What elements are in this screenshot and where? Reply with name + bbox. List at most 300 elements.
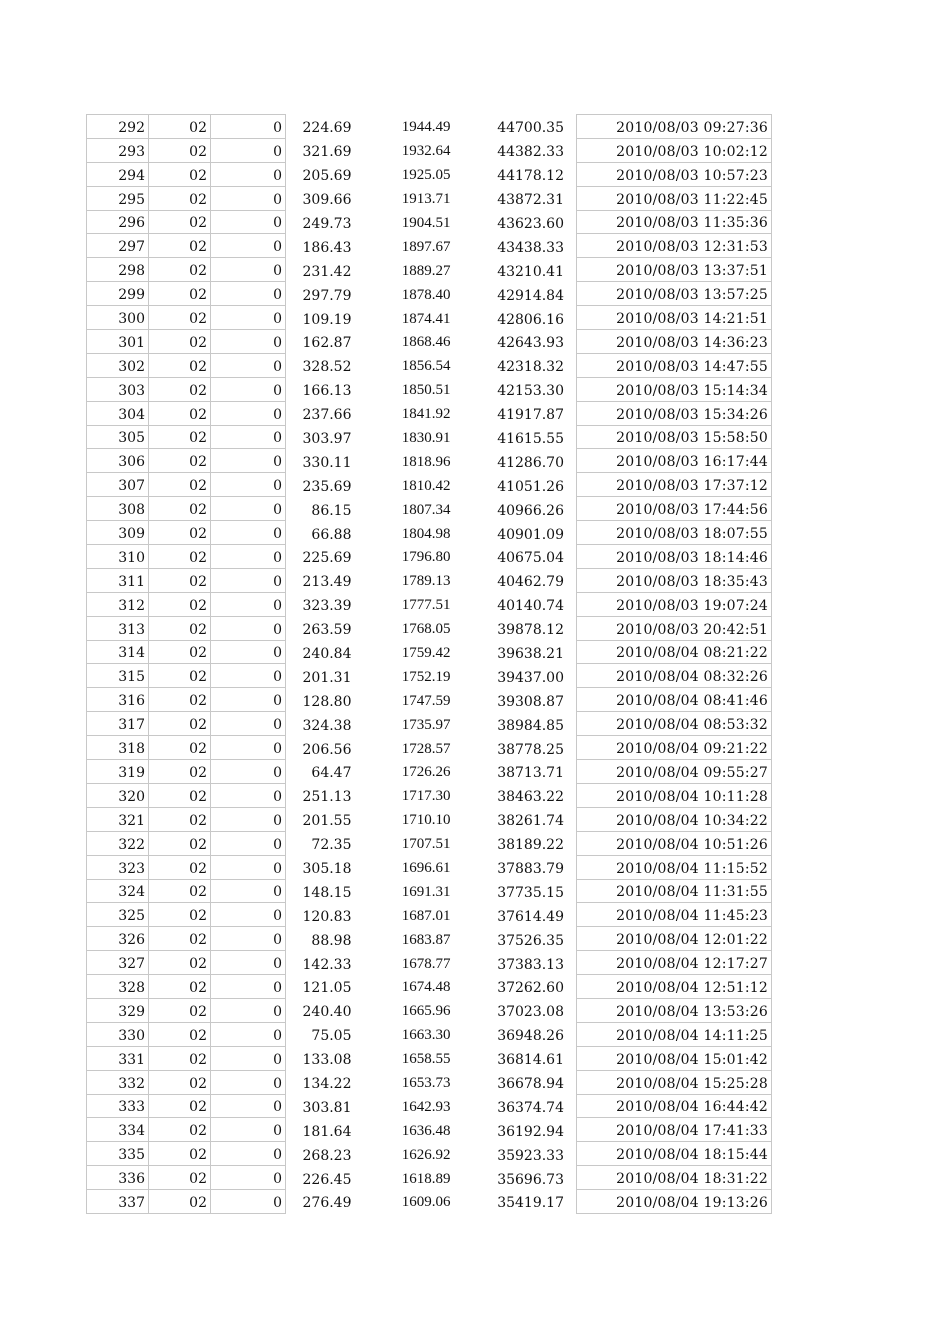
timestamp-cell: 2010/08/04 09:21:22 — [577, 736, 772, 760]
code-cell: 02 — [149, 831, 211, 855]
flag-cell: 0 — [211, 521, 286, 545]
table-row — [87, 616, 772, 640]
flag-cell: 0 — [211, 210, 286, 234]
id-cell: 329 — [87, 998, 149, 1022]
id-cell: 328 — [87, 975, 149, 999]
code-cell: 02 — [149, 592, 211, 616]
level-cell: 1932.64 — [401, 143, 451, 160]
code-cell: 02 — [149, 1190, 211, 1214]
balance-cell: 38261.74 — [451, 807, 577, 831]
level-cell: 1674.48 — [401, 979, 451, 996]
code-cell: 02 — [149, 401, 211, 425]
code-cell: 02 — [149, 449, 211, 473]
amount-cell: 75.05 — [311, 1028, 352, 1045]
balance-cell: 38778.25 — [451, 736, 577, 760]
code-cell: 02 — [149, 951, 211, 975]
code-cell: 02 — [149, 783, 211, 807]
amount-cell: 305.18 — [302, 861, 352, 877]
flag-cell: 0 — [211, 736, 286, 760]
balance-cell: 41051.26 — [451, 473, 577, 497]
flag-cell: 0 — [211, 449, 286, 473]
amount-cell: 72.35 — [311, 837, 352, 854]
level-cell: 1868.46 — [401, 334, 451, 351]
level-cell: 1691.31 — [401, 883, 451, 900]
id-cell: 332 — [87, 1070, 149, 1094]
id-cell: 314 — [87, 640, 149, 664]
balance-cell: 39437.00 — [451, 664, 577, 688]
code-cell: 02 — [149, 473, 211, 497]
table-row — [87, 353, 772, 377]
flag-cell: 0 — [211, 234, 286, 258]
amount-cell: 226.45 — [302, 1171, 352, 1188]
flag-cell: 0 — [211, 425, 286, 449]
flag-cell: 0 — [211, 1022, 286, 1046]
flag-cell: 0 — [211, 831, 286, 855]
code-cell: 02 — [149, 1046, 211, 1070]
table-row — [87, 545, 772, 569]
amount-cell: 251.13 — [302, 789, 352, 806]
amount-cell: 297.79 — [302, 287, 352, 304]
id-cell: 294 — [87, 162, 149, 186]
table-row — [87, 1190, 772, 1214]
balance-cell: 40462.79 — [451, 568, 577, 592]
timestamp-cell: 2010/08/04 12:17:27 — [577, 951, 772, 975]
id-cell: 293 — [87, 138, 149, 162]
level-cell: 1789.13 — [401, 573, 451, 590]
flag-cell: 0 — [211, 353, 286, 377]
code-cell: 02 — [149, 1118, 211, 1142]
balance-cell: 42806.16 — [451, 306, 577, 330]
timestamp-cell: 2010/08/04 08:41:46 — [577, 688, 772, 712]
id-cell: 316 — [87, 688, 149, 712]
code-cell: 02 — [149, 330, 211, 354]
balance-cell: 36678.94 — [451, 1070, 577, 1094]
id-cell: 325 — [87, 903, 149, 927]
flag-cell: 0 — [211, 592, 286, 616]
table-row — [87, 234, 772, 258]
level-cell: 1856.54 — [401, 358, 451, 375]
flag-cell: 0 — [211, 760, 286, 784]
code-cell: 02 — [149, 306, 211, 330]
amount-cell: 330.11 — [302, 454, 352, 471]
flag-cell: 0 — [211, 616, 286, 640]
level-cell: 1726.26 — [401, 764, 451, 781]
balance-cell: 40966.26 — [451, 497, 577, 521]
level-cell: 1878.40 — [401, 286, 451, 303]
table-row — [87, 115, 772, 139]
timestamp-cell: 2010/08/03 17:44:56 — [577, 497, 772, 521]
id-cell: 333 — [87, 1094, 149, 1118]
balance-cell: 42153.30 — [451, 377, 577, 401]
amount-cell: 201.55 — [302, 813, 352, 830]
timestamp-cell: 2010/08/04 12:01:22 — [577, 927, 772, 951]
timestamp-cell: 2010/08/03 20:42:51 — [577, 616, 772, 640]
amount-cell: 162.87 — [302, 335, 352, 352]
amount-cell: 225.69 — [302, 550, 352, 567]
table-row — [87, 162, 772, 186]
amount-cell: 181.64 — [302, 1123, 352, 1140]
level-cell: 1653.73 — [401, 1075, 451, 1092]
balance-cell: 39878.12 — [451, 616, 577, 640]
balance-cell: 39308.87 — [451, 688, 577, 712]
table-row — [87, 831, 772, 855]
timestamp-cell: 2010/08/03 14:47:55 — [577, 353, 772, 377]
timestamp-cell: 2010/08/04 13:53:26 — [577, 998, 772, 1022]
balance-cell: 43210.41 — [451, 258, 577, 282]
flag-cell: 0 — [211, 998, 286, 1022]
flag-cell: 0 — [211, 951, 286, 975]
code-cell: 02 — [149, 138, 211, 162]
table-row — [87, 1022, 772, 1046]
timestamp-cell: 2010/08/03 15:58:50 — [577, 425, 772, 449]
balance-cell: 37262.60 — [451, 975, 577, 999]
balance-cell: 36948.26 — [451, 1022, 577, 1046]
id-cell: 303 — [87, 377, 149, 401]
amount-cell: 201.31 — [302, 669, 352, 686]
amount-cell: 128.80 — [302, 693, 352, 710]
amount-cell: 109.19 — [302, 311, 352, 328]
timestamp-cell: 2010/08/03 11:22:45 — [577, 186, 772, 210]
timestamp-cell: 2010/08/04 15:01:42 — [577, 1046, 772, 1070]
level-cell: 1687.01 — [401, 907, 451, 924]
level-cell: 1665.96 — [401, 1003, 451, 1020]
table-row — [87, 807, 772, 831]
flag-cell: 0 — [211, 975, 286, 999]
level-cell: 1841.92 — [401, 406, 451, 423]
amount-cell: 303.97 — [302, 430, 352, 447]
timestamp-cell: 2010/08/04 11:45:23 — [577, 903, 772, 927]
amount-cell: 263.59 — [302, 622, 352, 639]
flag-cell: 0 — [211, 330, 286, 354]
balance-cell: 43623.60 — [451, 210, 577, 234]
timestamp-cell: 2010/08/03 13:57:25 — [577, 282, 772, 306]
table-row — [87, 186, 772, 210]
amount-cell: 235.69 — [302, 478, 352, 495]
id-cell: 307 — [87, 473, 149, 497]
balance-cell: 35696.73 — [451, 1166, 577, 1190]
amount-cell: 120.83 — [302, 908, 352, 925]
amount-cell: 88.98 — [311, 932, 352, 949]
table-row — [87, 1118, 772, 1142]
id-cell: 296 — [87, 210, 149, 234]
flag-cell: 0 — [211, 927, 286, 951]
amount-cell: 148.15 — [302, 884, 352, 901]
code-cell: 02 — [149, 1022, 211, 1046]
level-cell: 1913.71 — [401, 191, 451, 208]
level-cell: 1818.96 — [401, 453, 451, 470]
code-cell: 02 — [149, 425, 211, 449]
flag-cell: 0 — [211, 783, 286, 807]
level-cell: 1807.34 — [401, 501, 451, 518]
table-row — [87, 1070, 772, 1094]
amount-cell: 237.66 — [302, 407, 352, 424]
table-row — [87, 473, 772, 497]
id-cell: 309 — [87, 521, 149, 545]
table-row — [87, 736, 772, 760]
level-cell: 1609.06 — [401, 1194, 451, 1211]
balance-cell: 37383.13 — [451, 951, 577, 975]
code-cell: 02 — [149, 234, 211, 258]
flag-cell: 0 — [211, 138, 286, 162]
timestamp-cell: 2010/08/03 18:14:46 — [577, 545, 772, 569]
level-cell: 1663.30 — [401, 1027, 451, 1044]
id-cell: 330 — [87, 1022, 149, 1046]
id-cell: 336 — [87, 1166, 149, 1190]
table-row — [87, 330, 772, 354]
balance-cell: 37023.08 — [451, 998, 577, 1022]
table-row — [87, 306, 772, 330]
timestamp-cell: 2010/08/04 11:31:55 — [577, 879, 772, 903]
level-cell: 1658.55 — [401, 1051, 451, 1068]
table-row — [87, 951, 772, 975]
timestamp-cell: 2010/08/04 17:41:33 — [577, 1118, 772, 1142]
timestamp-cell: 2010/08/03 15:14:34 — [577, 377, 772, 401]
id-cell: 326 — [87, 927, 149, 951]
flag-cell: 0 — [211, 1118, 286, 1142]
id-cell: 334 — [87, 1118, 149, 1142]
level-cell: 1618.89 — [401, 1170, 451, 1187]
level-cell: 1735.97 — [401, 716, 451, 733]
code-cell: 02 — [149, 115, 211, 139]
code-cell: 02 — [149, 903, 211, 927]
amount-cell: 268.23 — [302, 1147, 352, 1164]
timestamp-cell: 2010/08/03 11:35:36 — [577, 210, 772, 234]
flag-cell: 0 — [211, 377, 286, 401]
timestamp-cell: 2010/08/04 08:21:22 — [577, 640, 772, 664]
amount-cell: 205.69 — [302, 168, 352, 185]
table-row — [87, 282, 772, 306]
flag-cell: 0 — [211, 1142, 286, 1166]
amount-cell: 121.05 — [302, 980, 352, 997]
timestamp-cell: 2010/08/04 08:32:26 — [577, 664, 772, 688]
balance-cell: 41917.87 — [451, 401, 577, 425]
id-cell: 308 — [87, 497, 149, 521]
amount-cell: 324.38 — [302, 717, 352, 734]
table-row — [87, 1094, 772, 1118]
flag-cell: 0 — [211, 258, 286, 282]
amount-cell: 276.49 — [302, 1195, 352, 1212]
table-row — [87, 1166, 772, 1190]
flag-cell: 0 — [211, 1094, 286, 1118]
id-cell: 300 — [87, 306, 149, 330]
balance-cell: 35923.33 — [451, 1142, 577, 1166]
timestamp-cell: 2010/08/04 10:11:28 — [577, 783, 772, 807]
level-cell: 1759.42 — [401, 644, 451, 661]
flag-cell: 0 — [211, 568, 286, 592]
level-cell: 1944.49 — [401, 119, 451, 136]
table-row — [87, 401, 772, 425]
balance-cell: 43872.31 — [451, 186, 577, 210]
amount-cell: 240.84 — [302, 645, 352, 662]
timestamp-cell: 2010/08/04 09:55:27 — [577, 760, 772, 784]
amount-cell: 321.69 — [302, 144, 352, 161]
timestamp-cell: 2010/08/03 17:37:12 — [577, 473, 772, 497]
flag-cell: 0 — [211, 401, 286, 425]
timestamp-cell: 2010/08/03 14:21:51 — [577, 306, 772, 330]
level-cell: 1707.51 — [401, 836, 451, 853]
code-cell: 02 — [149, 998, 211, 1022]
balance-cell: 44700.35 — [451, 115, 577, 139]
table-row — [87, 998, 772, 1022]
flag-cell: 0 — [211, 1070, 286, 1094]
level-cell: 1717.30 — [401, 788, 451, 805]
id-cell: 304 — [87, 401, 149, 425]
id-cell: 313 — [87, 616, 149, 640]
level-cell: 1874.41 — [401, 310, 451, 327]
code-cell: 02 — [149, 353, 211, 377]
balance-cell: 42318.32 — [451, 353, 577, 377]
amount-cell: 213.49 — [302, 574, 352, 591]
balance-cell: 37526.35 — [451, 927, 577, 951]
timestamp-cell: 2010/08/03 18:35:43 — [577, 568, 772, 592]
level-cell: 1904.51 — [401, 214, 451, 231]
code-cell: 02 — [149, 1166, 211, 1190]
timestamp-cell: 2010/08/04 08:53:32 — [577, 712, 772, 736]
id-cell: 327 — [87, 951, 149, 975]
id-cell: 318 — [87, 736, 149, 760]
amount-cell: 206.56 — [302, 741, 352, 758]
flag-cell: 0 — [211, 473, 286, 497]
table-row — [87, 855, 772, 879]
id-cell: 317 — [87, 712, 149, 736]
level-cell: 1636.48 — [401, 1122, 451, 1139]
level-cell: 1777.51 — [401, 597, 451, 614]
code-cell: 02 — [149, 640, 211, 664]
code-cell: 02 — [149, 521, 211, 545]
id-cell: 312 — [87, 592, 149, 616]
code-cell: 02 — [149, 688, 211, 712]
table-row — [87, 760, 772, 784]
id-cell: 305 — [87, 425, 149, 449]
table-row — [87, 903, 772, 927]
balance-cell: 35419.17 — [451, 1190, 577, 1214]
timestamp-cell: 2010/08/04 18:15:44 — [577, 1142, 772, 1166]
code-cell: 02 — [149, 1094, 211, 1118]
code-cell: 02 — [149, 664, 211, 688]
id-cell: 337 — [87, 1190, 149, 1214]
table-row — [87, 975, 772, 999]
id-cell: 302 — [87, 353, 149, 377]
flag-cell: 0 — [211, 306, 286, 330]
flag-cell: 0 — [211, 640, 286, 664]
timestamp-cell: 2010/08/04 12:51:12 — [577, 975, 772, 999]
table-row — [87, 497, 772, 521]
timestamp-cell: 2010/08/03 19:07:24 — [577, 592, 772, 616]
level-cell: 1683.87 — [401, 931, 451, 948]
flag-cell: 0 — [211, 282, 286, 306]
level-cell: 1796.80 — [401, 549, 451, 566]
id-cell: 292 — [87, 115, 149, 139]
table-body — [87, 115, 772, 1214]
balance-cell: 37614.49 — [451, 903, 577, 927]
id-cell: 331 — [87, 1046, 149, 1070]
timestamp-cell: 2010/08/03 13:37:51 — [577, 258, 772, 282]
amount-cell: 66.88 — [311, 526, 352, 543]
timestamp-cell: 2010/08/03 10:02:12 — [577, 138, 772, 162]
code-cell: 02 — [149, 807, 211, 831]
id-cell: 295 — [87, 186, 149, 210]
amount-cell: 249.73 — [302, 215, 352, 232]
table-row — [87, 783, 772, 807]
flag-cell: 0 — [211, 879, 286, 903]
amount-cell: 86.15 — [311, 502, 352, 519]
flag-cell: 0 — [211, 162, 286, 186]
balance-cell: 37735.15 — [451, 879, 577, 903]
level-cell: 1850.51 — [401, 382, 451, 399]
code-cell: 02 — [149, 975, 211, 999]
table-row — [87, 664, 772, 688]
id-cell: 319 — [87, 760, 149, 784]
id-cell: 323 — [87, 855, 149, 879]
id-cell: 311 — [87, 568, 149, 592]
table-row — [87, 1046, 772, 1070]
table-row — [87, 568, 772, 592]
code-cell: 02 — [149, 282, 211, 306]
flag-cell: 0 — [211, 1166, 286, 1190]
id-cell: 324 — [87, 879, 149, 903]
id-cell: 301 — [87, 330, 149, 354]
table-row — [87, 640, 772, 664]
amount-cell: 64.47 — [311, 765, 352, 782]
code-cell: 02 — [149, 162, 211, 186]
flag-cell: 0 — [211, 855, 286, 879]
id-cell: 310 — [87, 545, 149, 569]
timestamp-cell: 2010/08/04 19:13:26 — [577, 1190, 772, 1214]
balance-cell: 37883.79 — [451, 855, 577, 879]
timestamp-cell: 2010/08/03 12:31:53 — [577, 234, 772, 258]
balance-cell: 44178.12 — [451, 162, 577, 186]
flag-cell: 0 — [211, 688, 286, 712]
timestamp-cell: 2010/08/03 18:07:55 — [577, 521, 772, 545]
level-cell: 1925.05 — [401, 167, 451, 184]
code-cell: 02 — [149, 712, 211, 736]
level-cell: 1810.42 — [401, 477, 451, 494]
code-cell: 02 — [149, 258, 211, 282]
code-cell: 02 — [149, 545, 211, 569]
flag-cell: 0 — [211, 497, 286, 521]
level-cell: 1747.59 — [401, 692, 451, 709]
balance-cell: 42643.93 — [451, 330, 577, 354]
table-row — [87, 138, 772, 162]
amount-cell: 166.13 — [302, 383, 352, 400]
id-cell: 298 — [87, 258, 149, 282]
balance-cell: 36374.74 — [451, 1094, 577, 1118]
level-cell: 1889.27 — [401, 262, 451, 279]
table-row — [87, 377, 772, 401]
amount-cell: 309.66 — [302, 192, 352, 209]
flag-cell: 0 — [211, 115, 286, 139]
id-cell: 322 — [87, 831, 149, 855]
code-cell: 02 — [149, 760, 211, 784]
table-row — [87, 688, 772, 712]
balance-cell: 39638.21 — [451, 640, 577, 664]
balance-cell: 36814.61 — [451, 1046, 577, 1070]
level-cell: 1897.67 — [401, 238, 451, 255]
level-cell: 1696.61 — [401, 860, 451, 876]
id-cell: 335 — [87, 1142, 149, 1166]
level-cell: 1642.93 — [401, 1098, 451, 1115]
level-cell: 1710.10 — [401, 812, 451, 829]
flag-cell: 0 — [211, 664, 286, 688]
balance-cell: 40675.04 — [451, 545, 577, 569]
balance-cell: 40901.09 — [451, 521, 577, 545]
level-cell: 1626.92 — [401, 1146, 451, 1163]
id-cell: 315 — [87, 664, 149, 688]
table-row — [87, 712, 772, 736]
level-cell: 1830.91 — [401, 429, 451, 446]
amount-cell: 142.33 — [302, 956, 352, 973]
balance-cell: 41615.55 — [451, 425, 577, 449]
